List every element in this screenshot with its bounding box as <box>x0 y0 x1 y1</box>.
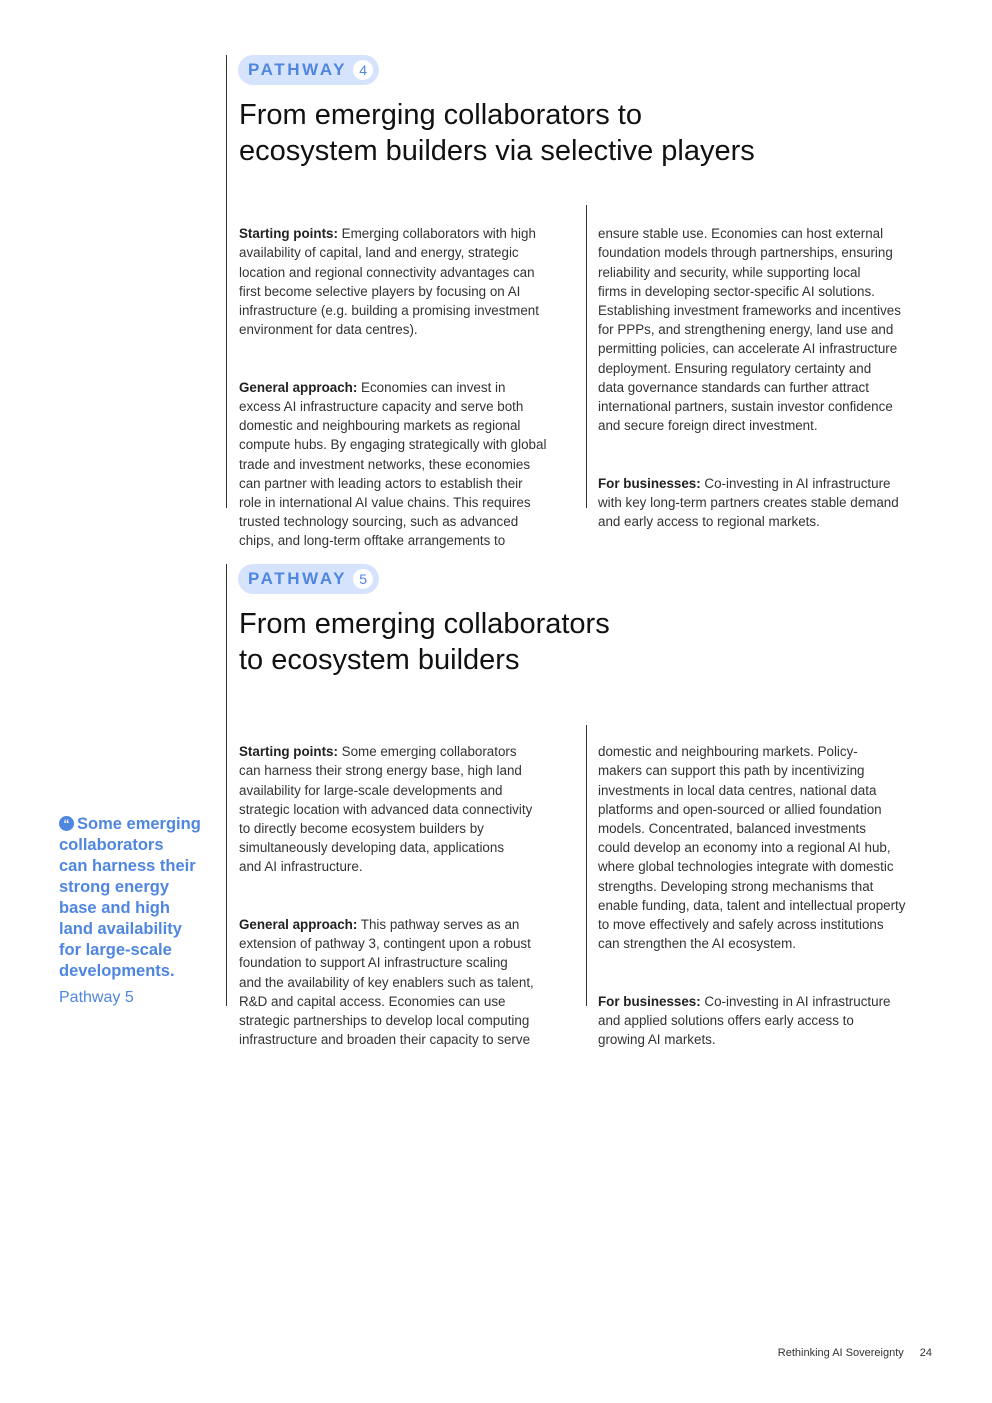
para-text: Economies can invest in excess AI infrastructure capacity and serve both domestic and neighbouring markets as regional compute hubs. By engaging strategically with global trade and investment networks, these economies can partner with leading actors to establish their role in international AI value chains. This requires trusted technology sourcing, such as advanced chips, and long-term offtake arrangements to <box>239 379 547 549</box>
for-businesses <box>598 992 943 1050</box>
quote-icon: “ <box>59 816 74 831</box>
badge-label: PATHWAY <box>248 60 348 79</box>
badge-number: 5 <box>353 569 373 589</box>
column-divider <box>586 725 587 1006</box>
pull-quote <box>59 814 219 982</box>
para-text: This pathway serves as an extension of pathway 3, contingent upon a robust foundation to support AI infrastructure scaling and the availability of key enablers such as talent, R&D and capital access. Economies can use strategic partnerships to develop local computing infrastructure and broaden their capacity to serve <box>239 917 534 1048</box>
approach-continued <box>598 742 943 953</box>
page-footer <box>778 1347 932 1359</box>
starting-points <box>239 224 584 339</box>
column-right <box>598 723 943 1088</box>
column-divider <box>586 205 587 508</box>
column-left <box>239 723 584 1088</box>
pathway-badge <box>238 55 379 85</box>
para-text: Co-investing in AI infrastructure with key long-term partners creates stable demand and early access to regional markets. <box>598 475 899 530</box>
approach-continued <box>598 224 943 435</box>
badge-label: PATHWAY <box>248 569 348 588</box>
pathway-title: From emerging collaborators to ecosystem builders <box>239 608 610 676</box>
for-businesses <box>598 474 943 532</box>
para-text: Co-investing in AI infrastructure and applied solutions offers early access to growing AI markets. <box>598 993 891 1048</box>
general-approach <box>239 915 584 1049</box>
column-right <box>598 205 943 570</box>
para-text: Emerging collaborators with high availability of capital, land and energy, strategic location and regional connectivity advantages can first become selective players by focusing on AI infrastructure (e.g. building a promising investment environment for data centres). <box>239 226 539 338</box>
para-lead: General approach: <box>239 379 358 395</box>
para-lead: Starting points: <box>239 226 338 242</box>
pull-quote-text: Some emerging collaborators can harness their strong energy base and high land availability for large-scale developments. <box>59 815 201 980</box>
para-lead: For businesses: <box>598 993 701 1009</box>
footer-title: Rethinking AI Sovereignty <box>777 1347 904 1359</box>
starting-points <box>239 742 584 876</box>
badge-number: 4 <box>353 60 373 80</box>
para-lead: For businesses: <box>598 475 701 491</box>
para-lead: Starting points: <box>239 744 338 760</box>
pathway-badge <box>238 564 379 594</box>
pathway-5-section <box>226 564 906 1048</box>
para-lead: General approach: <box>239 917 358 933</box>
para-text: Some emerging collaborators can harness their strong energy base, high land availability for large-scale developments and strategic location with advanced data connectivity to directly become ecosystem builders by simultaneously developing data, applications and AI infrastructure. <box>239 744 533 875</box>
para-text: domestic and neighbouring markets. Policy- makers can support this path by incentivizing investments in local data centres, national data platforms and open-sourced or allied foundation models. Concentrated, balanced investments could develop an economy into a regional AI hub, where global technologies integrate with domestic strengths. Developing strong mechanisms that enable funding, data, talent and intellectual property to move effectively and safely across institutions can strengthen the AI ecosystem. <box>598 744 906 952</box>
general-approach <box>239 378 584 551</box>
para-text: ensure stable use. Economies can host external foundation models through partnerships, ensuring reliability and security, while supporting local firms in developing sector-specific AI solutions. Establishing investment frameworks and incentives for PPPs, and strengthening energy, land use and permitting policies, can accelerate AI infrastructure deployment. Ensuring regulatory certainty and data governance standards can further attract international partners, sustain investor confidence and secure foreign direct investment. <box>598 226 901 434</box>
pathway-title: From emerging collaborators to ecosystem builders via selective players <box>239 99 755 167</box>
pull-quote-source: Pathway 5 <box>59 989 134 1006</box>
page-number: 24 <box>919 1347 932 1359</box>
pathway-4-section <box>226 55 901 549</box>
column-left <box>239 205 584 589</box>
